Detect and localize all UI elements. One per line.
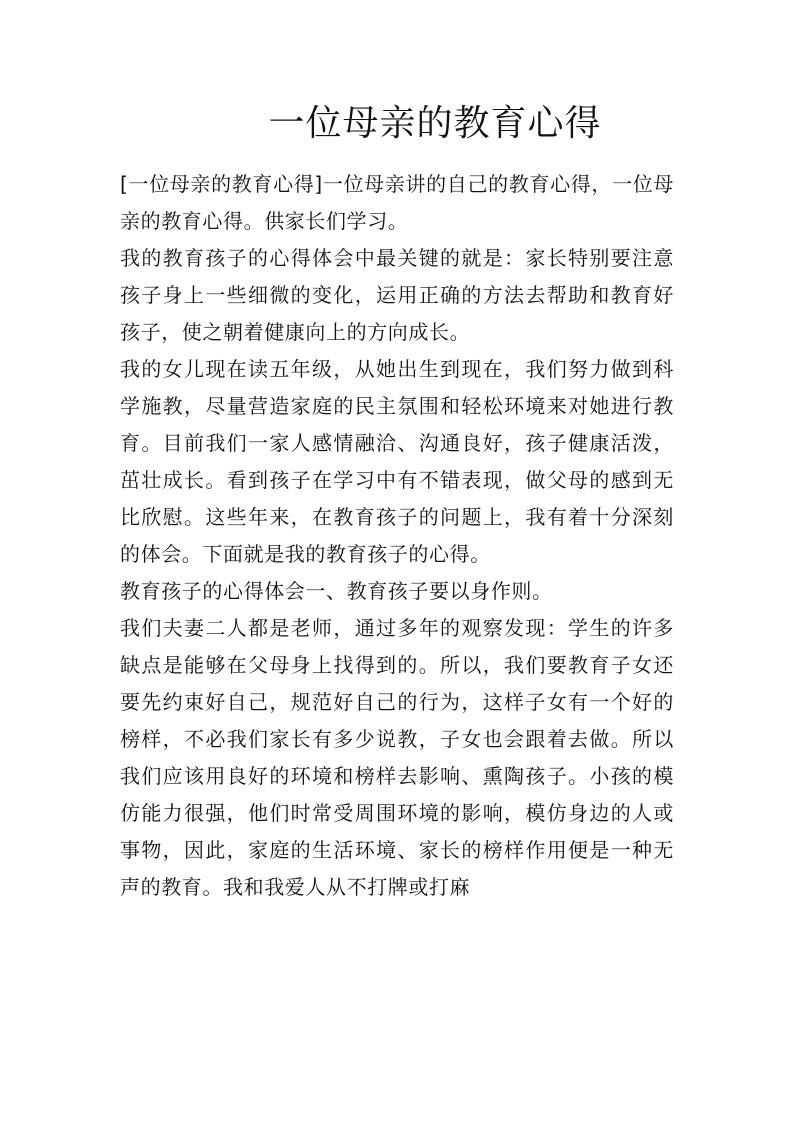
document-title: 一位母亲的教育心得 (268, 103, 602, 144)
paragraph-daughter: 我的女儿现在读五年级，从她出生到现在，我们努力做到科学施教，尽量营造家庭的民主氛围和轻松环境来对她进行教育。目前我们一家人感情融洽、沟通良好，孩子健康活泼，茁壮成长。看到孩子在学习中有不错表现，做父母的感到无比欣慰。这些年来，在教育孩子的问题上，我有着十分深刻的体会。下面就是我的教育孩子的心得。 (120, 357, 674, 566)
paragraph-key-point: 我的教育孩子的心得体会中最关键的就是：家长特别要注意孩子身上一些细微的变化，运用正确的方法去帮助和教育好孩子，使之朝着健康向上的方向成长。 (120, 246, 674, 344)
paragraph-lead-by-example: 我们夫妻二人都是老师，通过多年的观察发现：学生的许多缺点是能够在父母身上找得到的。所以，我们要教育子女还要先约束好自己，规范好自己的行为，这样子女有一个好的榜样，不必我们家长有多少说教，子女也会跟着去做。所以我们应该用良好的环境和榜样去影响、熏陶孩子。小孩的模仿能力很强，他们时常受周围环境的影响，模仿身边的人或事物，因此，家庭的生活环境、家长的榜样作用便是一种无声的教育。我和我爱人从不打牌或打麻 (120, 616, 674, 899)
paragraph-intro: [一位母亲的教育心得]一位母亲讲的自己的教育心得，一位母亲的教育心得。供家长们学习。 (120, 172, 674, 233)
document-body (120, 166, 674, 906)
paragraph-heading-one: 教育孩子的心得体会一、教育孩子要以身作则。 (120, 579, 553, 603)
